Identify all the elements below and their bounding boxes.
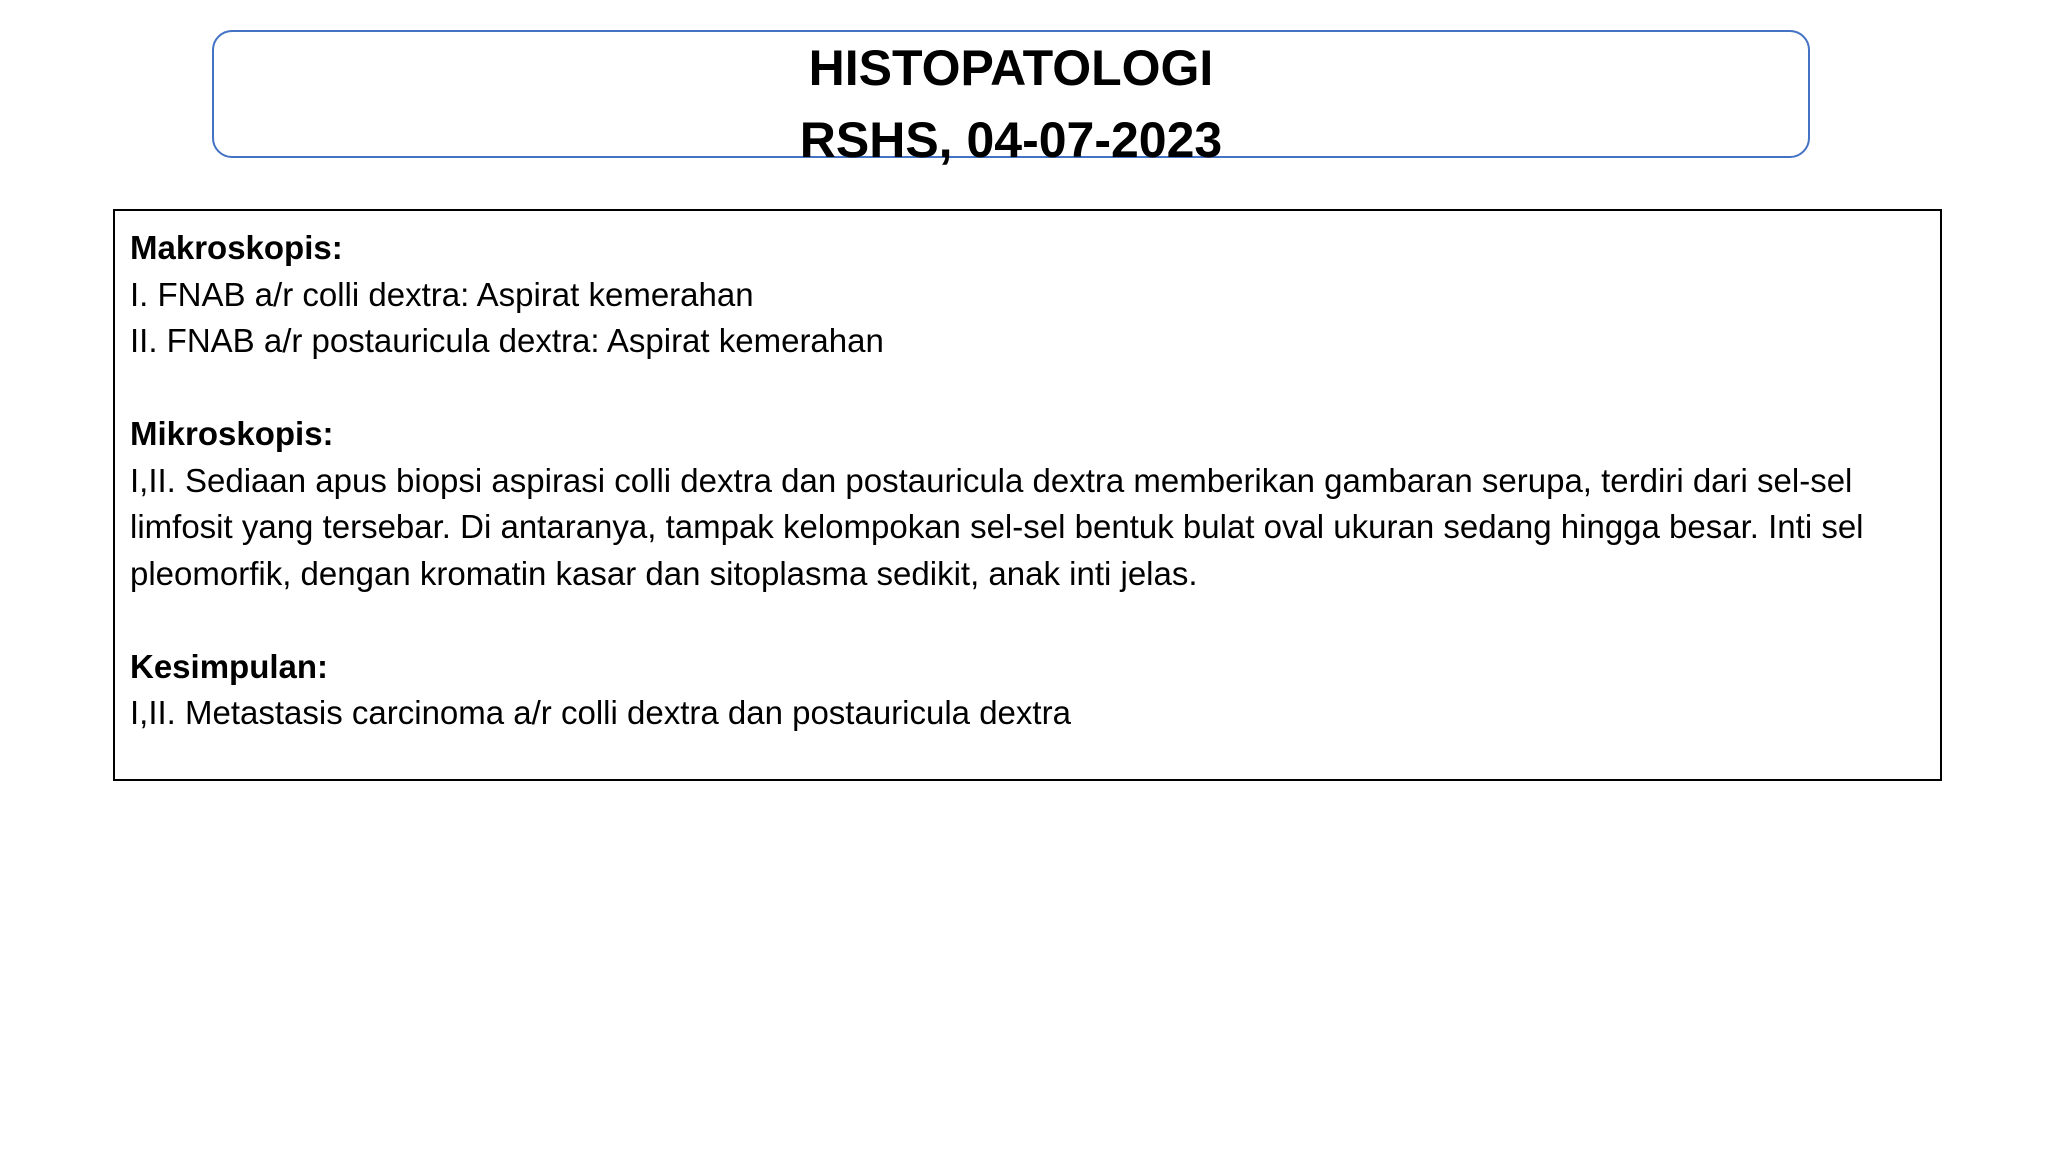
mikroskopis-heading: Mikroskopis: xyxy=(130,415,334,452)
makroskopis-line-2: II. FNAB a/r postauricula dextra: Aspirat kemerahan xyxy=(130,322,884,359)
section-spacer xyxy=(130,597,1926,644)
slide-title: HISTOPATOLOGI xyxy=(808,40,1214,96)
section-spacer xyxy=(130,365,1926,412)
title-box xyxy=(212,30,1810,168)
mikroskopis-text: I,II. Sediaan apus biopsi aspirasi colli dextra dan postauricula dextra memberikan gambaran serupa, terdiri dari sel-sel limfosit yang tersebar. Di antaranya, tampak kelompokan sel-sel bentuk bulat oval ukuran sedang hingga besar. Inti sel pleomorfik, dengan kromatin kasar dan sitoplasma sedikit, anak inti jelas. xyxy=(130,461,1864,592)
makroskopis-line-1: I. FNAB a/r colli dextra: Aspirat kemerahan xyxy=(130,275,754,313)
makroskopis-heading: Makroskopis: xyxy=(130,229,343,266)
report-content-box xyxy=(113,209,1942,781)
kesimpulan-text: I,II. Metastasis carcinoma a/r colli dextra dan postauricula dextra xyxy=(130,694,1071,731)
kesimpulan-heading: Kesimpulan: xyxy=(130,647,329,685)
slide-subtitle: RSHS, 04-07-2023 xyxy=(799,112,1223,168)
